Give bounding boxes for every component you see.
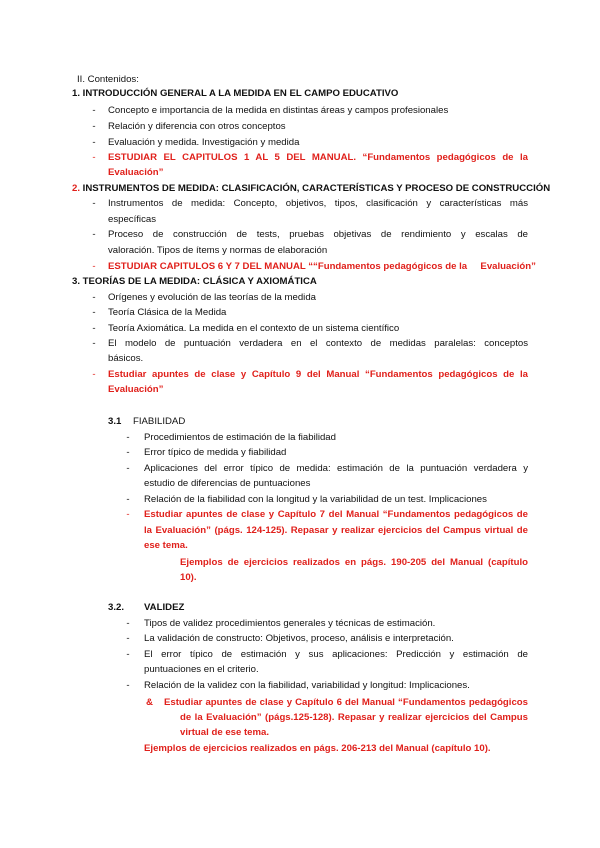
contents-heading: II. Contenidos: — [77, 74, 139, 85]
s3-item-4-line-1: El modelo de puntuación verdadera en el contexto de medidas paralelas: conceptos — [108, 338, 528, 349]
s1-item-3: Evaluación y medida. Investigación y medida — [108, 137, 300, 148]
s32-study-line-2: de la Evaluación” (págs.125-128). Repasar y realizar ejercicios del Campus — [180, 712, 528, 723]
section-2-number: 2. — [72, 183, 81, 194]
s31-examples-line-1: Ejemplos de ejercicios realizados en págs. 190-205 del Manual (capítulo — [180, 557, 528, 568]
s2-item-1-line-1: Instrumentos de medida: Concepto, objetivos, tipos, clasificación y características más — [108, 198, 528, 209]
bullet-dash: - — [126, 633, 130, 644]
s31-item-3-line-2: estudio de diferencias de puntuaciones — [144, 478, 311, 489]
s32-item-4: Relación de la validez con la fiabilidad, variabilidad y longitud: Implicaciones. — [144, 680, 470, 691]
s32-study-line-1: Estudiar apuntes de clase y Capítulo 6 del Manual “Fundamentos pedagógicos — [164, 697, 528, 708]
s2-item-1-line-2: específicas — [108, 214, 156, 225]
s32-item-3-line-1: El error típico de estimación y sus aplicaciones: Predicción y estimación de — [144, 649, 528, 660]
s1-item-1: Concepto e importancia de la medida en distintas áreas y campos profesionales — [108, 105, 449, 116]
bullet-dash: - — [92, 121, 96, 132]
s31-item-1: Procedimientos de estimación de la fiabilidad — [144, 432, 336, 443]
s3-study-line-2: Evaluación” — [108, 384, 164, 395]
s32-item-2: La validación de constructo: Objetivos, proceso, análisis e interpretación. — [144, 633, 454, 644]
s1-item-2: Relación y diferencia con otros conceptos — [108, 121, 286, 132]
s1-study-line-2: Evaluación” — [108, 167, 164, 178]
subsection-3-2-title: VALIDEZ — [144, 602, 185, 613]
s31-study-line-1: Estudiar apuntes de clase y Capítulo 7 del Manual “Fundamentos pedagógicos de — [144, 509, 528, 520]
subsection-3-1-number: 3.1 — [108, 416, 122, 427]
s32-examples: Ejemplos de ejercicios realizados en págs. 206-213 del Manual (capítulo 10). — [144, 743, 491, 754]
s31-item-4: Relación de la fiabilidad con la longitud y la variabilidad de un test. Implicaciones — [144, 494, 487, 505]
s3-item-3: Teoría Axiomática. La medida en el contexto de un sistema científico — [108, 323, 400, 334]
bullet-dash: - — [92, 261, 96, 272]
section-2-text: INSTRUMENTOS DE MEDIDA: CLASIFICACIÓN, CARACTERÍSTICAS Y PROCESO DE CONSTRUCCIÓN — [80, 183, 551, 194]
subsection-3-2-number: 3.2. — [108, 602, 125, 613]
s32-study-line-3: virtual de ese tema. — [180, 727, 270, 738]
bullet-dash: - — [126, 680, 130, 691]
bullet-dash: - — [126, 447, 130, 458]
ampersand-bullet: & — [146, 697, 153, 708]
s31-item-2: Error típico de medida y fiabilidad — [144, 447, 287, 458]
s3-item-4-line-2: básicos. — [108, 353, 144, 364]
bullet-dash: - — [126, 432, 130, 443]
s2-item-2-line-2: valoración. Tipos de ítems y normas de elaboración — [108, 245, 328, 256]
bullet-dash: - — [92, 152, 96, 163]
bullet-dash: - — [126, 509, 130, 520]
s32-item-1: Tipos de validez procedimientos generales y técnicas de estimación. — [144, 618, 436, 629]
s32-item-3-line-2: puntuaciones en el criterio. — [144, 664, 259, 675]
s31-study-line-2: la Evaluación” (págs. 124-125). Repasar y realizar ejercicios del Campus virtual de — [144, 525, 528, 536]
bullet-dash: - — [126, 494, 130, 505]
bullet-dash: - — [126, 649, 130, 660]
bullet-dash: - — [126, 463, 130, 474]
s2-item-2-line-1: Proceso de construcción de tests, pruebas objetivas de rendimiento y escalas de — [108, 229, 528, 240]
bullet-dash: - — [92, 198, 96, 209]
s31-study-line-3: ese tema. — [144, 540, 188, 551]
s31-examples-line-2: 10). — [180, 572, 197, 583]
bullet-dash: - — [92, 229, 96, 240]
s3-study-line-1: Estudiar apuntes de clase y Capítulo 9 del Manual “Fundamentos pedagógicos de la — [108, 369, 528, 380]
bullet-dash: - — [92, 307, 96, 318]
section-1-title: 1. INTRODUCCIÓN GENERAL A LA MEDIDA EN EL CAMPO EDUCATIVO — [72, 88, 399, 99]
bullet-dash: - — [92, 369, 96, 380]
s31-item-3-line-1: Aplicaciones del error típico de medida: estimación de la puntuación verdadera y — [144, 463, 528, 474]
s3-item-2: Teoría Clásica de la Medida — [108, 307, 227, 318]
section-3-title: 3. TEORÍAS DE LA MEDIDA: CLÁSICA Y AXIOMÁTICA — [72, 276, 317, 287]
bullet-dash: - — [92, 323, 96, 334]
s1-study-line-1: ESTUDIAR EL CAPITULOS 1 AL 5 DEL MANUAL. “Fundamentos pedagógicos de la — [108, 152, 528, 163]
bullet-dash: - — [126, 618, 130, 629]
section-2-title — [72, 183, 550, 195]
subsection-3-1-title: FIABILIDAD — [133, 416, 186, 427]
s2-study-note: ESTUDIAR CAPITULOS 6 Y 7 DEL MANUAL ““Fundamentos pedagógicos de la Evaluación” — [108, 261, 536, 272]
bullet-dash: - — [92, 105, 96, 116]
bullet-dash: - — [92, 338, 96, 349]
s3-item-1: Orígenes y evolución de las teorías de la medida — [108, 292, 316, 303]
bullet-dash: - — [92, 137, 96, 148]
bullet-dash: - — [92, 292, 96, 303]
